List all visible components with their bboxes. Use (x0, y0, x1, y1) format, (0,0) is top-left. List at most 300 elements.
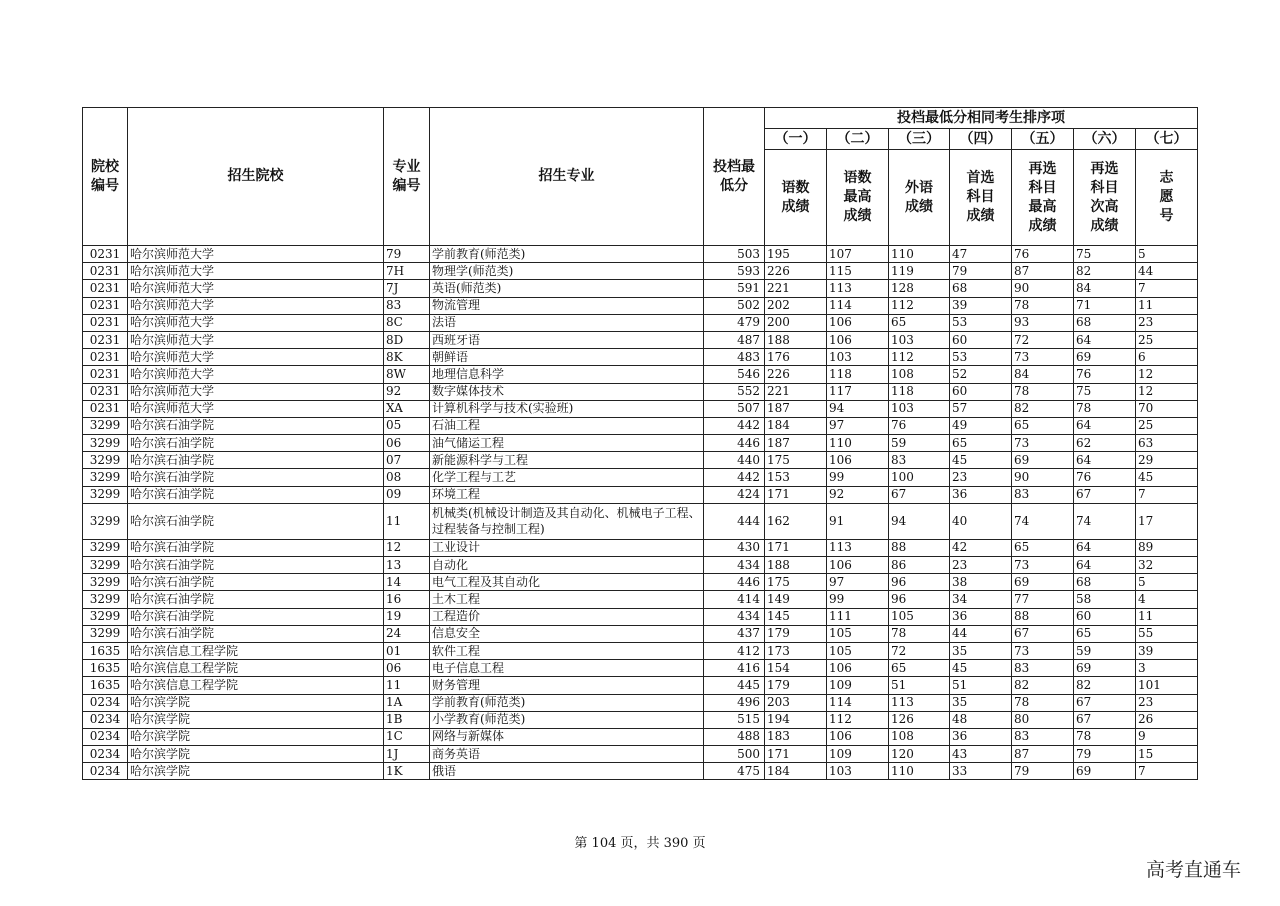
header-school: 招生院校 (128, 108, 384, 246)
header-order-6: （六） (1074, 129, 1136, 150)
cell-major: 西班牙语 (430, 331, 704, 348)
cell-elective-max: 69 (1012, 574, 1074, 591)
cell-school: 哈尔滨信息工程学院 (128, 642, 384, 659)
cell-yushu: 203 (765, 694, 827, 711)
cell-major-code: 92 (384, 383, 430, 400)
cell-yushu: 149 (765, 591, 827, 608)
cell-school-code: 1635 (83, 660, 128, 677)
cell-first-subject: 60 (950, 331, 1012, 348)
cell-min-score: 552 (704, 383, 765, 400)
cell-major: 俄语 (430, 763, 704, 780)
cell-yushu: 184 (765, 417, 827, 434)
table-row (83, 728, 1198, 745)
cell-major: 商务英语 (430, 746, 704, 763)
cell-elective-second: 60 (1074, 608, 1136, 625)
cell-elective-second: 64 (1074, 417, 1136, 434)
table-row (83, 314, 1198, 331)
cell-school-code: 0231 (83, 383, 128, 400)
table-row (83, 400, 1198, 417)
table-row (83, 608, 1198, 625)
cell-elective-max: 73 (1012, 557, 1074, 574)
header-major: 招生专业 (430, 108, 704, 246)
cell-school-code: 3299 (83, 452, 128, 469)
cell-school: 哈尔滨师范大学 (128, 297, 384, 314)
cell-major-code: 07 (384, 452, 430, 469)
cell-school: 哈尔滨信息工程学院 (128, 660, 384, 677)
cell-min-score: 546 (704, 366, 765, 383)
cell-school-code: 0231 (83, 297, 128, 314)
cell-yushu: 175 (765, 452, 827, 469)
cell-school: 哈尔滨学院 (128, 746, 384, 763)
table-row (83, 503, 1198, 539)
header-major-code: 专业编号 (384, 108, 430, 246)
cell-school: 哈尔滨石油学院 (128, 486, 384, 503)
cell-school-code: 3299 (83, 503, 128, 539)
cell-elective-max: 90 (1012, 280, 1074, 297)
cell-choice-no: 89 (1136, 539, 1198, 556)
cell-elective-second: 64 (1074, 539, 1136, 556)
header-order-7: （七） (1136, 129, 1198, 150)
cell-foreign: 67 (889, 486, 950, 503)
cell-yushu: 221 (765, 280, 827, 297)
cell-school: 哈尔滨石油学院 (128, 539, 384, 556)
cell-elective-max: 78 (1012, 383, 1074, 400)
cell-first-subject: 36 (950, 608, 1012, 625)
cell-foreign: 108 (889, 728, 950, 745)
cell-yushu-max: 109 (827, 746, 889, 763)
cell-choice-no: 23 (1136, 694, 1198, 711)
cell-elective-max: 84 (1012, 366, 1074, 383)
cell-school: 哈尔滨师范大学 (128, 246, 384, 263)
cell-foreign: 51 (889, 677, 950, 694)
cell-foreign: 118 (889, 383, 950, 400)
cell-foreign: 65 (889, 660, 950, 677)
cell-first-subject: 38 (950, 574, 1012, 591)
cell-yushu-max: 99 (827, 469, 889, 486)
cell-elective-max: 78 (1012, 694, 1074, 711)
cell-elective-max: 88 (1012, 608, 1074, 625)
cell-elective-max: 82 (1012, 677, 1074, 694)
cell-choice-no: 26 (1136, 711, 1198, 728)
cell-min-score: 502 (704, 297, 765, 314)
cell-min-score: 445 (704, 677, 765, 694)
cell-elective-second: 67 (1074, 711, 1136, 728)
cell-major-code: 08 (384, 469, 430, 486)
cell-choice-no: 7 (1136, 280, 1198, 297)
header-sub-2: 语数最高成绩 (827, 150, 889, 246)
cell-elective-second: 59 (1074, 642, 1136, 659)
cell-school-code: 3299 (83, 591, 128, 608)
cell-yushu: 202 (765, 297, 827, 314)
cell-yushu-max: 92 (827, 486, 889, 503)
cell-yushu: 153 (765, 469, 827, 486)
cell-choice-no: 29 (1136, 452, 1198, 469)
cell-min-score: 416 (704, 660, 765, 677)
cell-school: 哈尔滨学院 (128, 728, 384, 745)
cell-yushu-max: 105 (827, 642, 889, 659)
cell-elective-second: 64 (1074, 452, 1136, 469)
cell-choice-no: 6 (1136, 349, 1198, 366)
table-row (83, 677, 1198, 694)
cell-elective-max: 67 (1012, 625, 1074, 642)
cell-school: 哈尔滨石油学院 (128, 417, 384, 434)
cell-min-score: 591 (704, 280, 765, 297)
cell-major: 油气储运工程 (430, 435, 704, 452)
cell-choice-no: 70 (1136, 400, 1198, 417)
cell-school: 哈尔滨师范大学 (128, 280, 384, 297)
cell-foreign: 72 (889, 642, 950, 659)
cell-major-code: 8D (384, 331, 430, 348)
cell-first-subject: 39 (950, 297, 1012, 314)
cell-foreign: 110 (889, 246, 950, 263)
cell-school: 哈尔滨石油学院 (128, 557, 384, 574)
table-row (83, 486, 1198, 503)
cell-elective-second: 64 (1074, 331, 1136, 348)
cell-elective-second: 79 (1074, 746, 1136, 763)
cell-min-score: 424 (704, 486, 765, 503)
cell-yushu: 187 (765, 435, 827, 452)
cell-foreign: 78 (889, 625, 950, 642)
cell-min-score: 483 (704, 349, 765, 366)
cell-foreign: 59 (889, 435, 950, 452)
cell-school: 哈尔滨石油学院 (128, 591, 384, 608)
cell-yushu: 184 (765, 763, 827, 780)
table-row (83, 383, 1198, 400)
header-sub-6: 再选科目次高成绩 (1074, 150, 1136, 246)
table-row (83, 694, 1198, 711)
cell-yushu: 188 (765, 557, 827, 574)
cell-yushu-max: 106 (827, 660, 889, 677)
cell-major: 石油工程 (430, 417, 704, 434)
cell-min-score: 507 (704, 400, 765, 417)
cell-school: 哈尔滨石油学院 (128, 625, 384, 642)
cell-choice-no: 3 (1136, 660, 1198, 677)
cell-school: 哈尔滨师范大学 (128, 263, 384, 280)
cell-major: 信息安全 (430, 625, 704, 642)
cell-min-score: 434 (704, 608, 765, 625)
cell-school: 哈尔滨师范大学 (128, 349, 384, 366)
cell-foreign: 120 (889, 746, 950, 763)
header-min-score: 投档最低分 (704, 108, 765, 246)
cell-elective-second: 82 (1074, 263, 1136, 280)
cell-school: 哈尔滨学院 (128, 711, 384, 728)
cell-first-subject: 33 (950, 763, 1012, 780)
cell-school-code: 0234 (83, 763, 128, 780)
cell-elective-max: 83 (1012, 486, 1074, 503)
cell-yushu: 179 (765, 625, 827, 642)
cell-elective-second: 78 (1074, 728, 1136, 745)
cell-choice-no: 17 (1136, 503, 1198, 539)
table-row (83, 539, 1198, 556)
cell-major: 朝鲜语 (430, 349, 704, 366)
cell-yushu-max: 111 (827, 608, 889, 625)
cell-major-code: 7J (384, 280, 430, 297)
cell-first-subject: 42 (950, 539, 1012, 556)
cell-major: 英语(师范类) (430, 280, 704, 297)
cell-school: 哈尔滨石油学院 (128, 574, 384, 591)
cell-elective-second: 82 (1074, 677, 1136, 694)
cell-yushu-max: 110 (827, 435, 889, 452)
cell-school-code: 0234 (83, 694, 128, 711)
cell-major: 地理信息科学 (430, 366, 704, 383)
cell-major: 化学工程与工艺 (430, 469, 704, 486)
table-row (83, 452, 1198, 469)
cell-foreign: 112 (889, 349, 950, 366)
cell-foreign: 100 (889, 469, 950, 486)
cell-foreign: 113 (889, 694, 950, 711)
header-order-3: （三） (889, 129, 950, 150)
cell-major: 电子信息工程 (430, 660, 704, 677)
cell-major-code: 83 (384, 297, 430, 314)
cell-yushu: 171 (765, 539, 827, 556)
cell-min-score: 430 (704, 539, 765, 556)
table-row (83, 746, 1198, 763)
cell-first-subject: 36 (950, 728, 1012, 745)
cell-choice-no: 11 (1136, 608, 1198, 625)
cell-foreign: 88 (889, 539, 950, 556)
cell-major: 土木工程 (430, 591, 704, 608)
cell-first-subject: 57 (950, 400, 1012, 417)
header-tiebreak-group: 投档最低分相同考生排序项 (765, 108, 1198, 129)
cell-school: 哈尔滨石油学院 (128, 435, 384, 452)
cell-first-subject: 53 (950, 314, 1012, 331)
cell-min-score: 446 (704, 574, 765, 591)
cell-major: 工程造价 (430, 608, 704, 625)
cell-first-subject: 35 (950, 642, 1012, 659)
cell-major: 学前教育(师范类) (430, 694, 704, 711)
cell-elective-max: 93 (1012, 314, 1074, 331)
cell-first-subject: 79 (950, 263, 1012, 280)
cell-yushu: 195 (765, 246, 827, 263)
cell-elective-max: 90 (1012, 469, 1074, 486)
cell-school: 哈尔滨师范大学 (128, 383, 384, 400)
cell-choice-no: 44 (1136, 263, 1198, 280)
cell-elective-max: 73 (1012, 349, 1074, 366)
cell-min-score: 446 (704, 435, 765, 452)
cell-yushu: 154 (765, 660, 827, 677)
table-row (83, 417, 1198, 434)
cell-elective-second: 64 (1074, 557, 1136, 574)
cell-yushu: 200 (765, 314, 827, 331)
cell-foreign: 126 (889, 711, 950, 728)
cell-yushu-max: 113 (827, 539, 889, 556)
cell-choice-no: 7 (1136, 763, 1198, 780)
cell-school-code: 1635 (83, 677, 128, 694)
cell-yushu-max: 114 (827, 297, 889, 314)
cell-yushu: 187 (765, 400, 827, 417)
cell-major-code: 1J (384, 746, 430, 763)
cell-first-subject: 48 (950, 711, 1012, 728)
cell-school-code: 0231 (83, 314, 128, 331)
cell-school: 哈尔滨学院 (128, 763, 384, 780)
watermark-logo: 高考直通车 (1146, 859, 1242, 881)
cell-major-code: 79 (384, 246, 430, 263)
cell-yushu-max: 105 (827, 625, 889, 642)
cell-school-code: 0231 (83, 331, 128, 348)
cell-major-code: 01 (384, 642, 430, 659)
cell-yushu-max: 106 (827, 331, 889, 348)
cell-elective-second: 76 (1074, 366, 1136, 383)
cell-choice-no: 23 (1136, 314, 1198, 331)
cell-foreign: 108 (889, 366, 950, 383)
cell-yushu: 226 (765, 263, 827, 280)
cell-elective-second: 67 (1074, 694, 1136, 711)
cell-yushu: 226 (765, 366, 827, 383)
cell-first-subject: 43 (950, 746, 1012, 763)
cell-yushu-max: 103 (827, 763, 889, 780)
table-row (83, 642, 1198, 659)
cell-min-score: 487 (704, 331, 765, 348)
cell-elective-second: 78 (1074, 400, 1136, 417)
cell-elective-max: 73 (1012, 642, 1074, 659)
cell-school: 哈尔滨石油学院 (128, 452, 384, 469)
table-row (83, 625, 1198, 642)
cell-elective-max: 72 (1012, 331, 1074, 348)
cell-major: 机械类(机械设计制造及其自动化、机械电子工程、过程装备与控制工程) (430, 503, 704, 539)
cell-yushu-max: 113 (827, 280, 889, 297)
cell-yushu-max: 103 (827, 349, 889, 366)
cell-foreign: 103 (889, 400, 950, 417)
header-sub-1: 语数成绩 (765, 150, 827, 246)
table-row (83, 366, 1198, 383)
cell-major: 电气工程及其自动化 (430, 574, 704, 591)
cell-foreign: 83 (889, 452, 950, 469)
cell-elective-second: 76 (1074, 469, 1136, 486)
cell-major-code: XA (384, 400, 430, 417)
cell-yushu: 173 (765, 642, 827, 659)
table-row (83, 435, 1198, 452)
cell-choice-no: 5 (1136, 574, 1198, 591)
cell-first-subject: 68 (950, 280, 1012, 297)
cell-choice-no: 63 (1136, 435, 1198, 452)
cell-elective-second: 69 (1074, 660, 1136, 677)
cell-major-code: 24 (384, 625, 430, 642)
cell-school-code: 0231 (83, 263, 128, 280)
header-order-4: （四） (950, 129, 1012, 150)
header-sub-4: 首选科目成绩 (950, 150, 1012, 246)
cell-yushu: 194 (765, 711, 827, 728)
cell-school-code: 0234 (83, 746, 128, 763)
cell-yushu-max: 106 (827, 452, 889, 469)
cell-elective-second: 62 (1074, 435, 1136, 452)
cell-choice-no: 9 (1136, 728, 1198, 745)
cell-elective-max: 83 (1012, 660, 1074, 677)
cell-first-subject: 40 (950, 503, 1012, 539)
cell-first-subject: 51 (950, 677, 1012, 694)
cell-school: 哈尔滨师范大学 (128, 400, 384, 417)
cell-yushu-max: 106 (827, 557, 889, 574)
cell-major-code: 8C (384, 314, 430, 331)
cell-first-subject: 34 (950, 591, 1012, 608)
cell-choice-no: 55 (1136, 625, 1198, 642)
cell-yushu-max: 112 (827, 711, 889, 728)
cell-yushu-max: 97 (827, 417, 889, 434)
cell-major-code: 14 (384, 574, 430, 591)
cell-min-score: 503 (704, 246, 765, 263)
cell-choice-no: 25 (1136, 331, 1198, 348)
cell-school-code: 0231 (83, 400, 128, 417)
table-row (83, 280, 1198, 297)
cell-school-code: 3299 (83, 417, 128, 434)
cell-yushu: 145 (765, 608, 827, 625)
cell-first-subject: 44 (950, 625, 1012, 642)
cell-major: 工业设计 (430, 539, 704, 556)
cell-elective-second: 69 (1074, 349, 1136, 366)
cell-elective-max: 69 (1012, 452, 1074, 469)
table-row (83, 263, 1198, 280)
cell-major-code: 13 (384, 557, 430, 574)
cell-choice-no: 5 (1136, 246, 1198, 263)
cell-choice-no: 32 (1136, 557, 1198, 574)
cell-major-code: 8W (384, 366, 430, 383)
header-order-1: （一） (765, 129, 827, 150)
cell-choice-no: 12 (1136, 383, 1198, 400)
cell-yushu: 188 (765, 331, 827, 348)
cell-major-code: 19 (384, 608, 430, 625)
cell-elective-second: 75 (1074, 383, 1136, 400)
cell-first-subject: 47 (950, 246, 1012, 263)
cell-foreign: 96 (889, 591, 950, 608)
cell-yushu-max: 91 (827, 503, 889, 539)
header-order-2: （二） (827, 129, 889, 150)
cell-school-code: 3299 (83, 469, 128, 486)
cell-school-code: 0234 (83, 711, 128, 728)
header-school-code: 院校编号 (83, 108, 128, 246)
table-row (83, 246, 1198, 263)
cell-school-code: 0231 (83, 246, 128, 263)
table-row (83, 297, 1198, 314)
cell-choice-no: 11 (1136, 297, 1198, 314)
cell-elective-second: 84 (1074, 280, 1136, 297)
cell-major-code: 11 (384, 677, 430, 694)
table-row (83, 763, 1198, 780)
cell-min-score: 440 (704, 452, 765, 469)
cell-school-code: 3299 (83, 486, 128, 503)
cell-elective-second: 75 (1074, 246, 1136, 263)
cell-yushu-max: 109 (827, 677, 889, 694)
cell-yushu-max: 106 (827, 728, 889, 745)
cell-major: 物流管理 (430, 297, 704, 314)
cell-foreign: 105 (889, 608, 950, 625)
header-sub-5: 再选科目最高成绩 (1012, 150, 1074, 246)
cell-major: 软件工程 (430, 642, 704, 659)
cell-elective-max: 87 (1012, 746, 1074, 763)
cell-min-score: 593 (704, 263, 765, 280)
cell-school-code: 0231 (83, 366, 128, 383)
cell-school: 哈尔滨师范大学 (128, 366, 384, 383)
cell-first-subject: 45 (950, 452, 1012, 469)
cell-choice-no: 7 (1136, 486, 1198, 503)
cell-yushu: 179 (765, 677, 827, 694)
cell-major-code: 06 (384, 660, 430, 677)
cell-school-code: 3299 (83, 608, 128, 625)
table-row (83, 660, 1198, 677)
cell-yushu-max: 118 (827, 366, 889, 383)
cell-major-code: 1K (384, 763, 430, 780)
cell-major: 新能源科学与工程 (430, 452, 704, 469)
cell-min-score: 475 (704, 763, 765, 780)
cell-foreign: 112 (889, 297, 950, 314)
header-order-5: （五） (1012, 129, 1074, 150)
cell-elective-second: 71 (1074, 297, 1136, 314)
cell-first-subject: 65 (950, 435, 1012, 452)
cell-major-code: 8K (384, 349, 430, 366)
cell-min-score: 434 (704, 557, 765, 574)
cell-major-code: 7H (384, 263, 430, 280)
cell-min-score: 442 (704, 469, 765, 486)
table-row (83, 591, 1198, 608)
table-row (83, 574, 1198, 591)
